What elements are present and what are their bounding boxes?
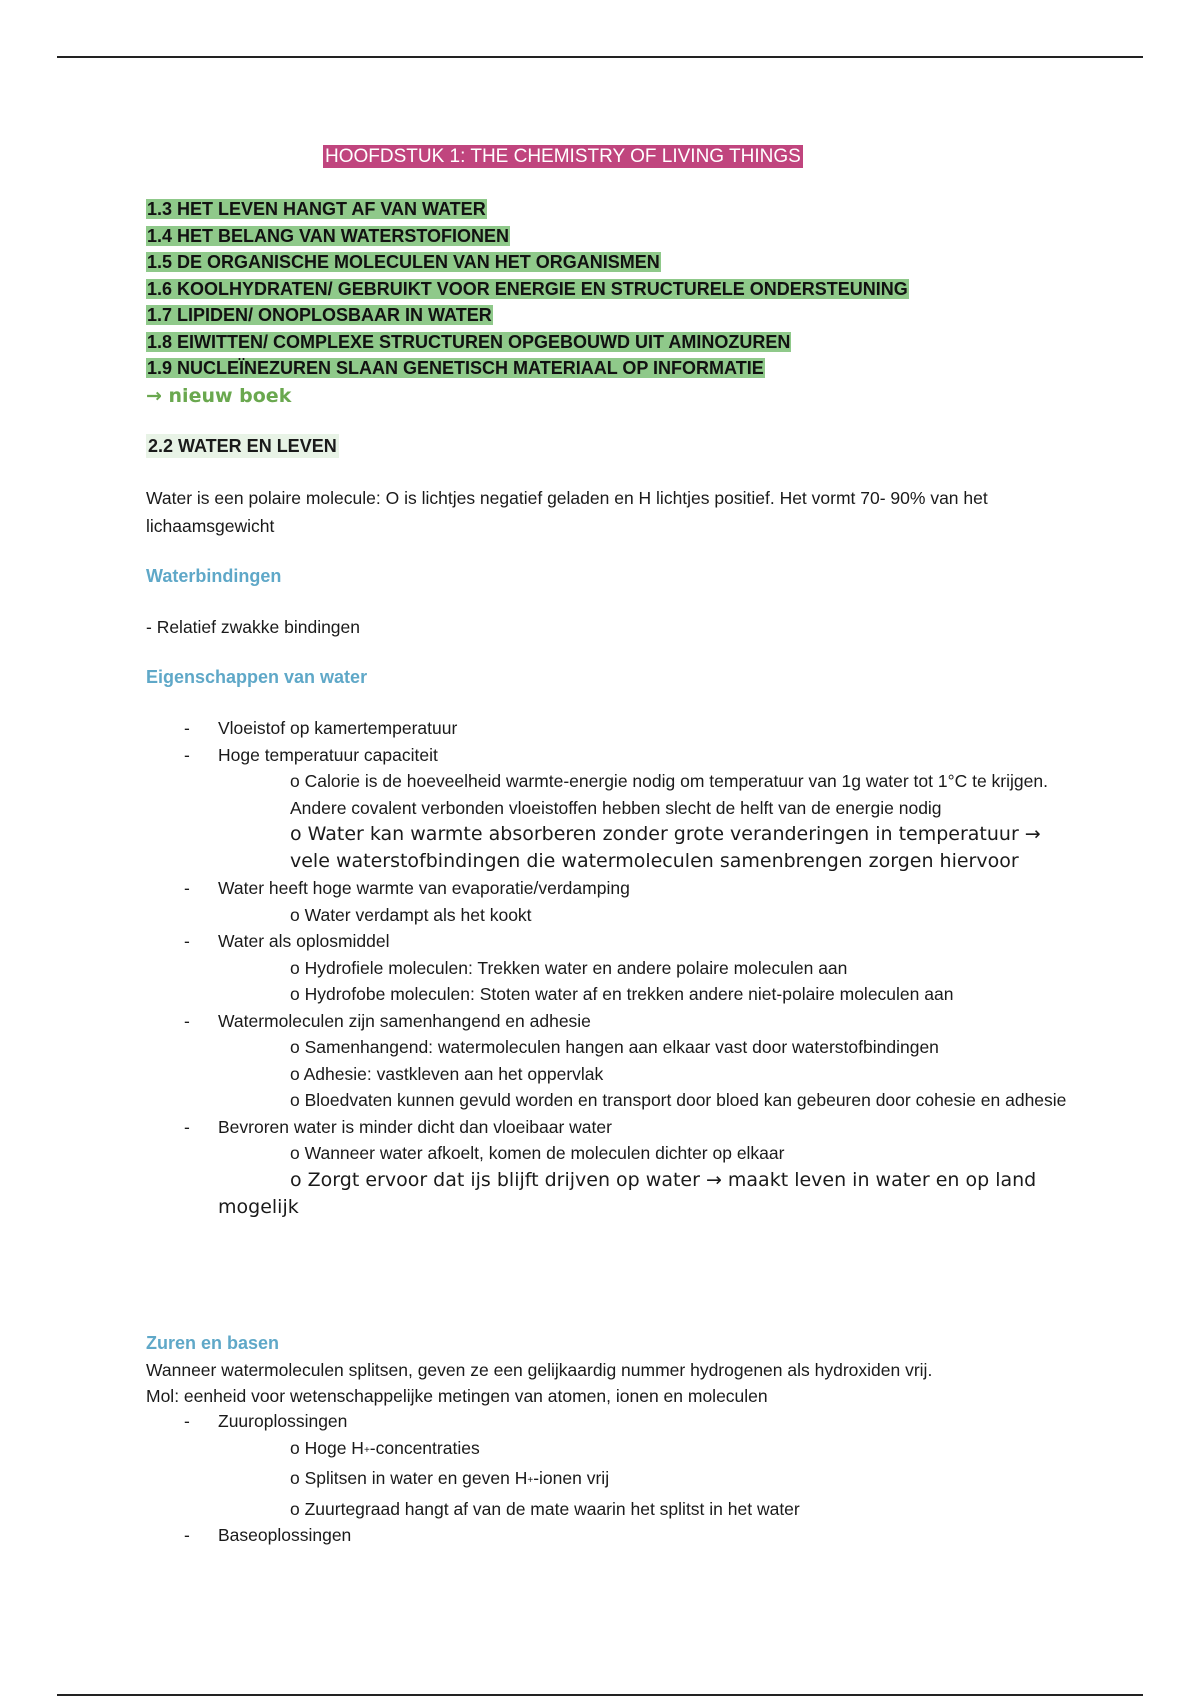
list-item — [146, 875, 1076, 928]
footer-rule — [57, 1694, 1143, 1696]
waterbindingen-text: - Relatief zwakke bindingen — [146, 617, 361, 637]
toc-item: 1.6 KOOLHYDRATEN/ GEBRUIKT VOOR ENERGIE EN STRUCTURELE ONDERSTEUNING — [147, 278, 908, 299]
toc-item: 1.3 HET LEVEN HANGT AF VAN WATER — [147, 199, 486, 219]
sub-list — [218, 955, 1076, 1008]
list-item — [146, 1522, 1076, 1549]
header-rule — [57, 56, 1143, 58]
sub-list-item: o Hydrofobe moleculen: Stoten water af en trekken andere niet-polaire moleculen aan — [290, 984, 954, 1004]
section-heading: 2.2 WATER EN LEVEN — [148, 436, 337, 456]
sub-list-item: o Calorie is de hoeveelheid warmte-energie nodig om temperatuur van 1g water tot 1°C te krijgen. Andere covalent verbonden vloeistoffen hebben slecht de helft van de energie nodig — [290, 771, 1048, 818]
list-item-label: Water heeft hoge warmte van evaporatie/verdamping — [218, 878, 630, 898]
sub-list-item: o Water verdampt als het kookt — [290, 904, 532, 925]
zuren-list — [146, 1408, 1076, 1549]
list-item-label: Hoge temperatuur capaciteit — [218, 744, 438, 765]
list-item — [146, 1408, 1076, 1522]
list-item — [146, 715, 1076, 742]
eigenschappen-heading: Eigenschappen van water — [146, 667, 368, 687]
sub-list-item: o Water kan warmte absorberen zonder grote veranderingen in temperatuur → vele waterstofbindingen die watermoleculen samenbrengen zorgen hiervoor — [290, 823, 1041, 872]
list-item-label: Watermoleculen zijn samenhangend en adhesie — [218, 1010, 591, 1031]
list-item — [146, 1114, 1076, 1221]
list-item — [146, 742, 1076, 876]
chapter-title: HOOFDSTUK 1: THE CHEMISTRY OF LIVING THINGS — [325, 146, 801, 167]
intro-paragraph: Water is een polaire molecule: O is lichtjes negatief geladen en H lichtjes positief. Het vormt 70- 90% van het lichaamsgewicht — [146, 488, 988, 536]
toc-item: 1.9 NUCLEÏNEZUREN SLAAN GENETISCH MATERIAAL OP INFORMATIE — [147, 358, 764, 378]
waterbindingen-heading: Waterbindingen — [146, 566, 282, 586]
list-item-label: Vloeistof op kamertemperatuur — [218, 718, 458, 738]
eigenschappen-list — [146, 715, 1076, 1221]
list-item-label: Bevroren water is minder dicht dan vloeibaar water — [218, 1116, 612, 1137]
sub-list-item: o Wanneer water afkoelt, komen de moleculen dichter op elkaar — [290, 1143, 785, 1163]
list-item — [146, 928, 1076, 1008]
toc-item: 1.7 LIPIDEN/ ONOPLOSBAAR IN WATER — [147, 305, 492, 325]
new-book-note: → nieuw boek — [146, 385, 292, 407]
sub-list — [218, 768, 1076, 875]
zuren-line-1: Wanneer watermoleculen splitsen, geven ze een gelijkaardig nummer hydrogenen als hydroxiden vrij. — [146, 1360, 933, 1380]
sub-list-item: o Samenhangend: watermoleculen hangen aan elkaar vast door waterstofbindingen — [290, 1037, 939, 1057]
sub-list-item: o Bloedvaten kunnen gevuld worden en transport door bloed kan gebeuren door cohesie en adhesie — [290, 1090, 1067, 1110]
sub-list-item: o Adhesie: vastkleven aan het oppervlak — [290, 1063, 604, 1084]
toc-item: 1.5 DE ORGANISCHE MOLECULEN VAN HET ORGANISMEN — [147, 252, 660, 272]
toc-item: 1.8 EIWITTEN/ COMPLEXE STRUCTUREN OPGEBOUWD UIT AMINOZUREN — [147, 331, 791, 352]
list-item-label: Zuuroplossingen — [218, 1411, 348, 1431]
sub-list-item: o Zuurtegraad hangt af van de mate waarin het splitst in het water — [290, 1498, 800, 1519]
table-of-contents — [146, 196, 909, 382]
zuren-heading: Zuren en basen — [146, 1333, 280, 1353]
sub-list — [218, 902, 1076, 929]
sub-list — [218, 1034, 1076, 1114]
sub-list-item: o Hydrofiele moleculen: Trekken water en andere polaire moleculen aan — [290, 957, 848, 978]
sub-list-item: o Zorgt ervoor dat ijs blijft drijven op water → maakt leven in water en op land mogelijk — [218, 1168, 1037, 1218]
list-item-label: Baseoplossingen — [218, 1525, 352, 1545]
list-item-label: Water als oplosmiddel — [218, 931, 390, 951]
sub-list — [218, 1435, 1076, 1523]
list-item — [146, 1008, 1076, 1114]
toc-item: 1.4 HET BELANG VAN WATERSTOFIONEN — [147, 225, 510, 246]
sub-list-item: o Hoge $H_+$-concentraties — [290, 1437, 480, 1458]
sub-list-item: o Splitsen in water en geven $H_+$-ionen vrij — [290, 1468, 610, 1488]
zuren-line-2: Mol: eenheid voor wetenschappelijke metingen van atomen, ionen en moleculen — [146, 1386, 768, 1406]
sub-list — [218, 1140, 1076, 1221]
